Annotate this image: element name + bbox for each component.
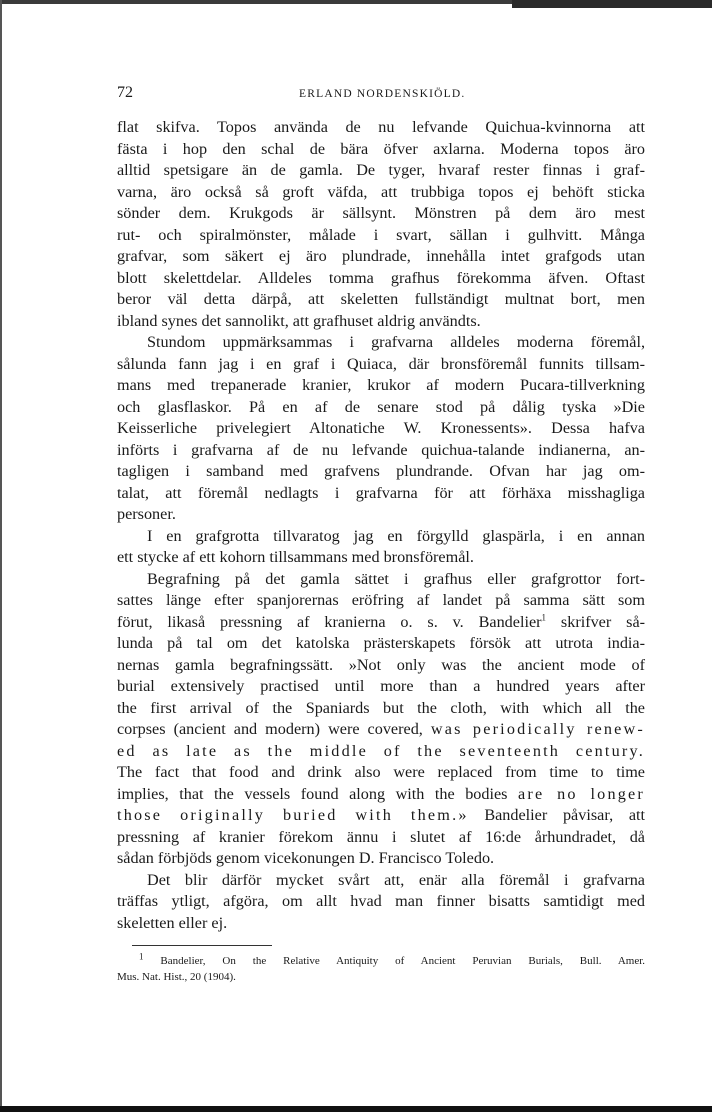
footnote-line (117, 953, 645, 969)
footnote-text: Bandelier, On the Relative Antiquity of Ancient Peruvian Burials, Bull. Amer. (160, 955, 646, 967)
text-line: fästa i hop den schal de bära öfver axlarna. Moderna topos äro (117, 139, 645, 158)
text-line: skeletten eller ej. (117, 913, 228, 932)
text-line: the first arrival of the Spaniards but the cloth, with which all the (117, 698, 645, 717)
paragraph-4 (117, 569, 645, 870)
paragraph-2 (117, 332, 645, 526)
text-segment: implies, that the vessels found along with the bodies (117, 784, 508, 803)
footnote-line: Mus. Nat. Hist., 20 (1904). (117, 971, 236, 983)
text-line: rut- och spiralmönster, målade i svart, sällan i gulhvitt. Många (117, 225, 645, 244)
page-number: 72 (117, 84, 133, 101)
footnote-number: 1 (139, 951, 144, 962)
text-line (117, 784, 645, 806)
paragraph-1 (117, 117, 645, 332)
text-line: lunda på tal om det katolska prästerskapets försök att utrota india- (117, 634, 645, 652)
text-line (117, 612, 645, 634)
text-line: personer. (117, 505, 176, 523)
body-text (117, 117, 645, 934)
text-line: varna, äro också så groft väfda, att trubbiga topos ej behöft sticka (117, 182, 645, 201)
text-line: pressning af kranier förekom ännu i slutet af 16:de århundradet, då (117, 827, 645, 846)
page-header (117, 84, 645, 106)
spaced-text: was periodically renew- (430, 720, 645, 738)
text-line: och glasflaskor. På en af de senare stod på dålig tyska »Die (117, 397, 645, 416)
text-line: ett stycke af ett kohorn tillsammans med bronsföremål. (117, 548, 474, 566)
text-line: I en grafgrotta tillvaratog jag en förgylld glaspärla, i en annan (147, 526, 645, 545)
text-line: flat skifva. Topos använda de nu lefvande Quichua-kvinnorna att (117, 118, 645, 136)
text-line: beror väl detta därpå, att skeletten fullständigt multnat bort, men (117, 290, 645, 308)
text-line: införts i grafvarna af de nu lefvande quichua-talande indianerna, an- (117, 440, 645, 459)
text-segment: förut, likaså pressning af kranierna o. s. v. Bandelier (117, 612, 542, 631)
text-line: burial extensively practised until more than a hundred years after (117, 677, 645, 695)
text-line: träffas ytligt, afgöra, om allt hvad man finner bisatts samtidigt med (117, 892, 645, 910)
text-line: nernas gamla begrafningssätt. »Not only was the ancient mode of (117, 655, 645, 674)
text-line: Det blir därför mycket svårt att, enär alla föremål i grafvarna (147, 870, 645, 889)
text-line: sattes länge efter spanjorernas eröfring af landet på samma sätt som (117, 591, 645, 609)
footnote (117, 953, 645, 985)
text-line (117, 719, 645, 741)
text-line: tagligen i samband med grafvens plundrande. Ofvan har jag om- (117, 462, 645, 480)
text-line: sönder dem. Krukgods är sällsynt. Mönstren på dem äro mest (117, 204, 645, 222)
text-line: alltid spetsigare än de gamla. De tyger, hvaraf rester finnas i graf- (117, 161, 645, 179)
text-line: Keisserliche privelegiert Altonatiche W. Kronessents». Dessa hafva (117, 419, 645, 437)
text-line: mans med trepanerade kranier, krukor af modern Pucara-tillverkning (117, 376, 645, 394)
text-line: Stundom uppmärksammas i grafvarna alldeles moderna föremål, (147, 333, 645, 351)
text-segment: skrifver så- (560, 612, 646, 631)
text-line: talat, att föremål nedlagts i grafvarna för att förhäxa misshagliga (117, 483, 645, 502)
running-title: ERLAND NORDENSKIÖLD. (299, 88, 466, 100)
scan-edge-left (0, 0, 2, 1112)
text-line: sådan förbjöds genom vicekonungen D. Francisco Toledo. (117, 849, 495, 867)
spaced-text: those originally buried with them.» (117, 806, 469, 824)
paragraph-3 (117, 526, 645, 569)
text-line: ibland synes det sannolikt, att grafhuset aldrig användts. (117, 311, 481, 330)
spaced-text-line: ed as late as the middle of the seventeenth century. (117, 741, 645, 760)
text-line: blott skelettdelar. Alldeles tomma grafhus förekomma äfven. Oftast (117, 268, 645, 287)
scan-edge-top-right (512, 0, 712, 8)
text-segment: Bandelier påvisar, att (484, 806, 646, 824)
text-line: grafvar, som säkert ej äro plundrade, innehålla intet grafgods utan (117, 247, 645, 265)
text-line: Begrafning på det gamla sättet i grafhus eller grafgrottor fort- (147, 569, 645, 588)
paragraph-5 (117, 870, 645, 935)
spaced-text: are no longer (518, 784, 646, 803)
scan-edge-bottom (0, 1106, 712, 1112)
text-line: sålunda fann jag i en graf i Quiaca, där bronsföremål funnits tillsam- (117, 354, 645, 373)
text-segment: corpses (ancient and modern) were covered, (117, 720, 423, 738)
text-line: The fact that food and drink also were replaced from time to time (117, 763, 645, 781)
footnote-marker: 1 (541, 612, 547, 623)
text-line (117, 805, 645, 827)
footnote-rule (132, 945, 272, 946)
